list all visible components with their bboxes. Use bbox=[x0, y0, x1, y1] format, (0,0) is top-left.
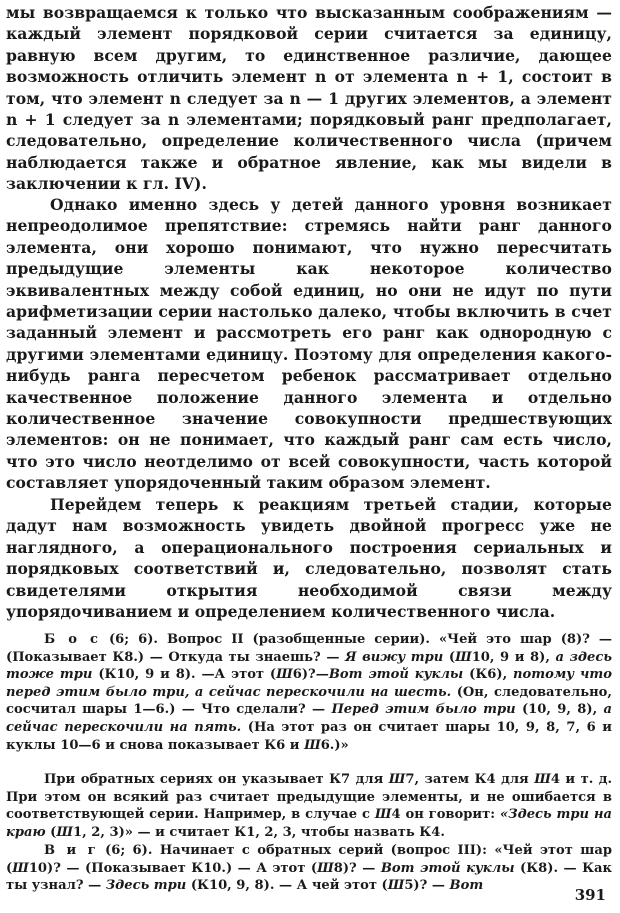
text-run: (К6), bbox=[463, 667, 514, 683]
italic-run: Ш bbox=[317, 860, 334, 876]
italic-run: Ш bbox=[56, 824, 73, 840]
italic-run: Вот этой куклы bbox=[380, 860, 515, 876]
italic-run: а здесь тоже три bbox=[6, 649, 612, 683]
italic-run: Ш bbox=[304, 737, 321, 753]
text-run: 10)? — (Показывает К10.) — А этот ( bbox=[28, 860, 318, 876]
main-paragraph-3: Перейдем теперь к реакциям третьей стадии, которые дадут нам возможность увидеть двойной прогресс уже не наглядного, а операционального построения сериальных и порядковых соответствий и, следовательно, позволят стать свидетелями открытия необходимой связи между упорядочиванием и определением количественного числа. bbox=[6, 495, 612, 622]
example-paragraph-vig bbox=[6, 842, 612, 895]
text-run: При обратных сериях он указывает К7 для bbox=[44, 772, 389, 787]
main-paragraph-1: мы возвращаемся к только что высказанным соображениям — каждый элемент порядковой серии считается за единицу, равную всем другим, то единственное различие, дающее возможность отличить элемент n от элемента n + 1, состоит в том, что элемент n следует за n — 1 других элементов, а элемент n + 1 следует за n элементами; порядковый ранг предполагает, следовательно, определение количественного числа (причем наблюдается также и обратное явление, как мы видели в заключении к гл. IV). bbox=[6, 3, 612, 194]
text-run: (К10, 9, 8). — А чей этот ( bbox=[186, 878, 388, 894]
text-run: 8)? — bbox=[333, 860, 381, 876]
text-run: (6; 6). Вопрос II (разобщенные серии). «Чей это шар (8)? — (Показывает К8.) — Откуда ты знаешь? — bbox=[6, 632, 612, 665]
italic-run: Ш bbox=[387, 878, 405, 894]
text-run: (10, 9, 8), bbox=[515, 702, 604, 718]
italic-run: Ш bbox=[12, 860, 29, 876]
italic-run: «Здесь три на краю bbox=[6, 807, 612, 840]
text-run: (Он, следовательно, сосчитал шары 1—6.) — Что сделали? — bbox=[6, 684, 612, 718]
italic-run: потому что перед этим было три, а сейчас перескочили на шесть. bbox=[6, 667, 612, 700]
text-run: 6)?— bbox=[292, 667, 329, 683]
example-paragraph-bos bbox=[6, 631, 612, 754]
italic-run: Вот этой куклы bbox=[328, 667, 464, 683]
page-number: 391 bbox=[574, 886, 606, 904]
italic-run: Я вижу три bbox=[345, 649, 444, 665]
italic-run: Ш bbox=[388, 772, 406, 787]
main-paragraph-2: Однако именно здесь у детей данного уровня возникает непреодолимое препятствие: стремясь найти ранг данного элемента, они хорошо понимают, что нужно пересчитать предыдущие элементы как некоторое количество эквивалентных между собой единиц, но они не идут по пути арифметизации серии настолько далеко, чтобы включить в счет заданный элемент и рассмотреть его ранг как однородную с другими элементами единицу. Поэтому для определения какого-нибудь ранга пересчетом ребенок рассматривает отдельно качественное положение данного элемента и отдельно количественное значение совокупности предшествующих элементов: он не понимает, что каждый ранг сам есть число, что это число неотделимо от всей совокупности, часть которой составляет упорядоченный таким образом элемент. bbox=[6, 195, 612, 493]
italic-run: Перед этим было три bbox=[331, 702, 516, 718]
italic-run: Ш bbox=[455, 649, 472, 665]
text-run: ( bbox=[443, 649, 456, 665]
italic-run: Ш bbox=[534, 772, 551, 787]
text-run: (К8). — Как ты узнал? — bbox=[6, 860, 612, 894]
text-run: 10, 9 и 8), bbox=[471, 649, 556, 665]
text-run: (На этот раз он считает шары 10, 9, 8, 7, 6 и куклы 10—6 и снова показывает К6 и bbox=[6, 719, 612, 753]
italic-run: Вот bbox=[449, 878, 484, 894]
text-run: 5)? — bbox=[404, 878, 450, 894]
speaker-name: Б о с bbox=[44, 632, 100, 647]
text-run: (6; 6). Начинает с обратных серий (вопрос III): «Чей этот шар ( bbox=[6, 843, 612, 876]
example-paragraph-reverse-series bbox=[6, 771, 612, 841]
text-run: 4 он говорит: bbox=[391, 807, 500, 823]
text-run: 4 и т. д. При этом он всякий раз считает предыдущие элементы, и не ошибается в соответствующей серии. Например, в случае с bbox=[6, 772, 613, 823]
italic-run: а сейчас перескочили на пять. bbox=[6, 702, 612, 735]
italic-run: Ш bbox=[374, 807, 392, 823]
text-run: ( bbox=[45, 824, 57, 840]
text-run: 7, затем К4 для bbox=[405, 772, 535, 787]
text-run: 1, 2, 3)» — и считает К1, 2, 3, чтобы назвать К4. bbox=[73, 824, 445, 840]
italic-run: Ш bbox=[276, 667, 293, 683]
speaker-name: В и г bbox=[44, 843, 98, 858]
text-run: 6.)» bbox=[320, 737, 349, 753]
text-run: (К10, 9 и 8). —А этот ( bbox=[92, 667, 277, 683]
italic-run: Здесь три bbox=[105, 878, 187, 894]
